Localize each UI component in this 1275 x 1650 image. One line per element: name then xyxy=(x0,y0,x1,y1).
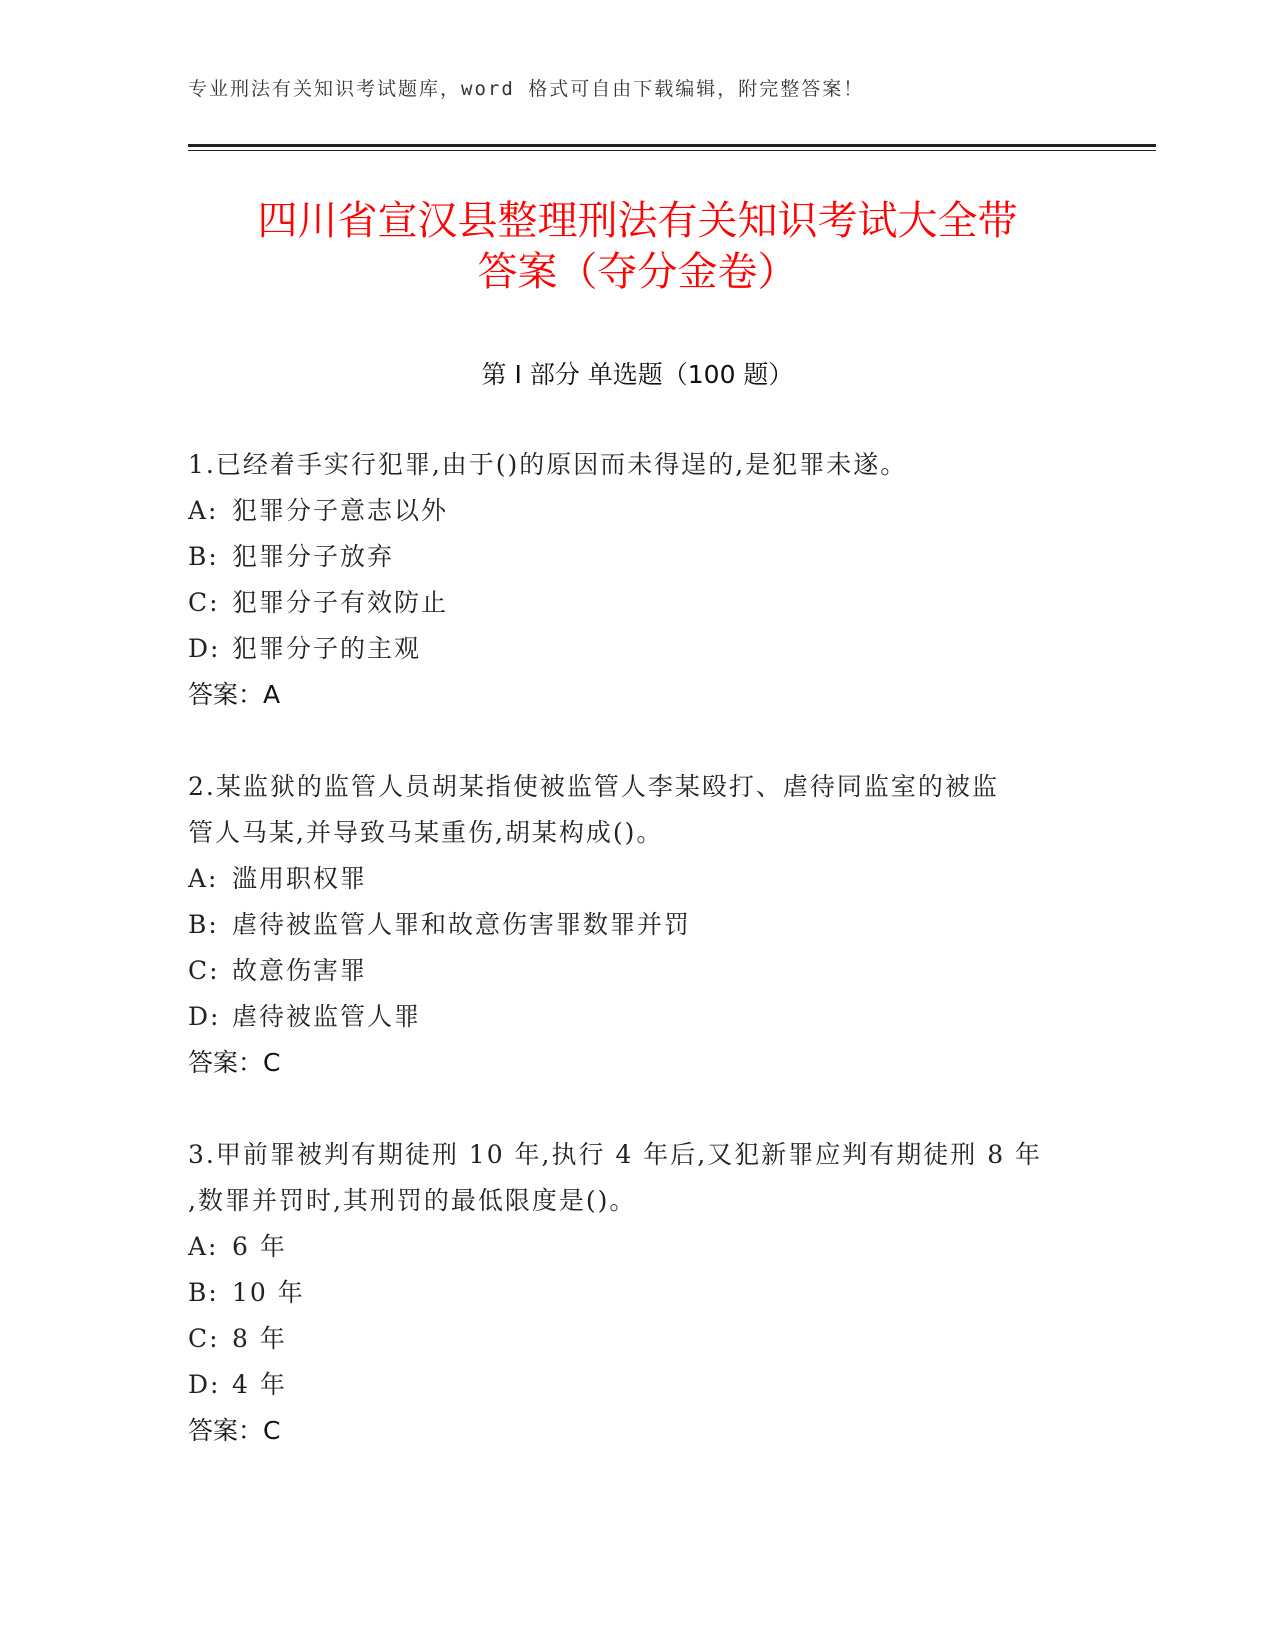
question-stem-line-2: 管人马某,并导致马某重伤,胡某构成()。 xyxy=(188,818,664,847)
option-text: 犯罪分子放弃 xyxy=(232,542,395,571)
option-c xyxy=(188,948,1088,994)
option-b xyxy=(188,1270,1088,1316)
option-text: 滥用职权罪 xyxy=(232,864,368,893)
title-line-1: 四川省宣汉县整理刑法有关知识考试大全带 xyxy=(257,198,1018,244)
title-line-2: 答案（夺分金卷） xyxy=(477,249,798,295)
question-1 xyxy=(188,442,1088,718)
option-text: 10 年 xyxy=(232,1278,305,1307)
option-text: 4 年 xyxy=(232,1370,287,1399)
answer-line: 答案：A xyxy=(188,680,281,709)
option-b xyxy=(188,534,1088,580)
option-text: 犯罪分子的主观 xyxy=(232,634,422,663)
question-3 xyxy=(188,1132,1088,1454)
option-text: 犯罪分子有效防止 xyxy=(232,588,449,617)
option-d xyxy=(188,1362,1088,1408)
option-d xyxy=(188,994,1088,1040)
option-text: 犯罪分子意志以外 xyxy=(232,496,449,525)
question-list xyxy=(188,442,1088,1500)
option-a xyxy=(188,488,1088,534)
question-stem-line-1: 2.某监狱的监管人员胡某指使被监管人李某殴打、虐待同监室的被监 xyxy=(188,772,999,801)
section-heading: 第 I 部分 单选题（100 题） xyxy=(481,360,794,389)
question-stem: 1.已经着手实行犯罪,由于()的原因而未得逞的,是犯罪未遂。 xyxy=(188,450,908,479)
option-d xyxy=(188,626,1088,672)
option-key: B: xyxy=(188,910,219,939)
option-text: 虐待被监管人罪 xyxy=(232,1002,422,1031)
option-key: D: xyxy=(188,634,221,663)
option-key: A: xyxy=(188,1232,219,1261)
question-2 xyxy=(188,764,1088,1086)
option-a xyxy=(188,1224,1088,1270)
option-key: B: xyxy=(188,1278,219,1307)
option-key: D: xyxy=(188,1002,221,1031)
answer-line: 答案：C xyxy=(188,1048,281,1077)
option-key: D: xyxy=(188,1370,221,1399)
option-key: C: xyxy=(188,1324,220,1353)
option-key: A: xyxy=(188,496,219,525)
option-text: 虐待被监管人罪和故意伤害罪数罪并罚 xyxy=(232,910,692,939)
option-text: 8 年 xyxy=(232,1324,287,1353)
option-text: 6 年 xyxy=(232,1232,287,1261)
header-rule xyxy=(188,144,1156,151)
option-key: C: xyxy=(188,588,220,617)
page-header: 专业刑法有关知识考试题库，word 格式可自由下载编辑，附完整答案！ xyxy=(188,78,865,100)
document-title xyxy=(160,196,1115,298)
option-text: 故意伤害罪 xyxy=(232,956,368,985)
option-b xyxy=(188,902,1088,948)
option-key: A: xyxy=(188,864,219,893)
answer-line: 答案：C xyxy=(188,1416,281,1445)
option-key: C: xyxy=(188,956,220,985)
option-a xyxy=(188,856,1088,902)
question-stem-line-1: 3.甲前罪被判有期徒刑 10 年,执行 4 年后,又犯新罪应判有期徒刑 8 年 xyxy=(188,1140,1043,1169)
option-c xyxy=(188,580,1088,626)
option-key: B: xyxy=(188,542,219,571)
option-c xyxy=(188,1316,1088,1362)
question-stem-line-2: ,数罪并罚时,其刑罚的最低限度是()。 xyxy=(188,1186,637,1215)
